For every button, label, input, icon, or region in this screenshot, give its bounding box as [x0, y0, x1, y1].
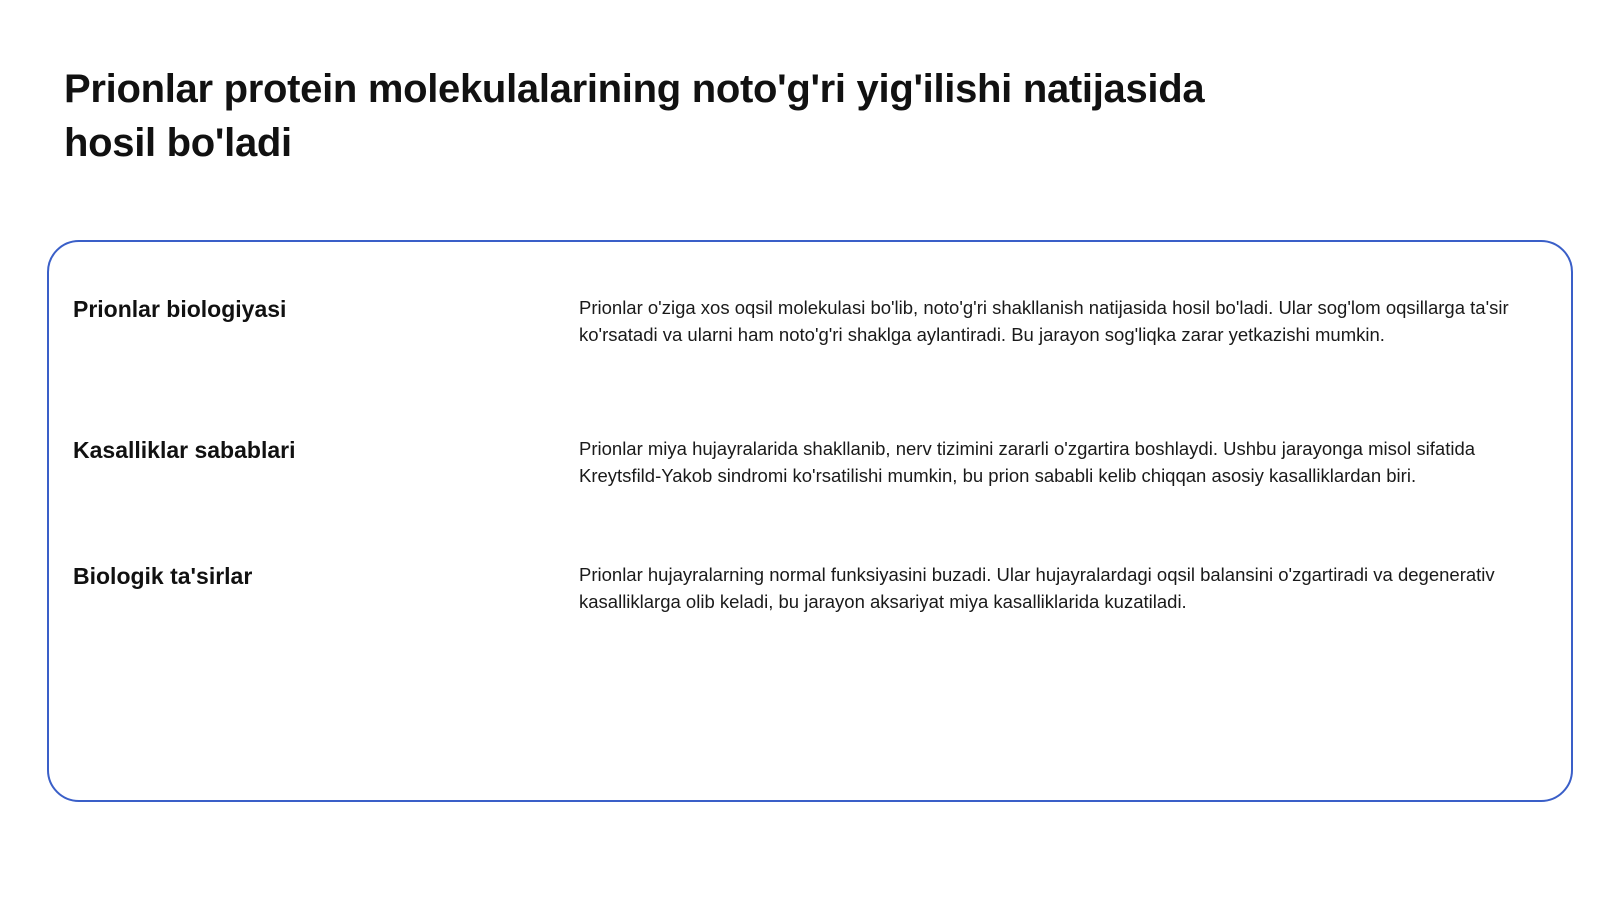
row-heading: Kasalliklar sabablari: [73, 437, 296, 463]
content-card: [47, 240, 1573, 802]
slide-title: Prionlar protein molekulalarining noto'g'ri yig'ilishi natijasida hosil bo'ladi: [64, 67, 1205, 165]
row-description: Prionlar o'ziga xos oqsil molekulasi bo'lib, noto'g'ri shakllanish natijasida hosil bo'ladi. Ular sog'lom oqsillarga ta'sir ko'rsatadi va ularni ham noto'g'ri shaklga aylantiradi. Bu jarayon sog'liqka zarar yetkazishi mumkin.: [579, 297, 1509, 345]
row-heading: Prionlar biologiyasi: [73, 296, 287, 322]
row-heading: Biologik ta'sirlar: [73, 563, 253, 589]
row-description: Prionlar hujayralarning normal funksiyasini buzadi. Ular hujayralardagi oqsil balansini o'zgartiradi va degenerativ kasalliklarga olib keladi, bu jarayon aksariyat miya kasalliklarida kuzatiladi.: [579, 564, 1495, 612]
row-description: Prionlar miya hujayralarida shakllanib, nerv tizimini zararli o'zgartira boshlaydi. Ushbu jarayonga misol sifatida Kreytsfild-Yakob sindromi ko'rsatilishi mumkin, bu prion sababli kelib chiqqan asosiy kasalliklardan biri.: [579, 438, 1476, 486]
